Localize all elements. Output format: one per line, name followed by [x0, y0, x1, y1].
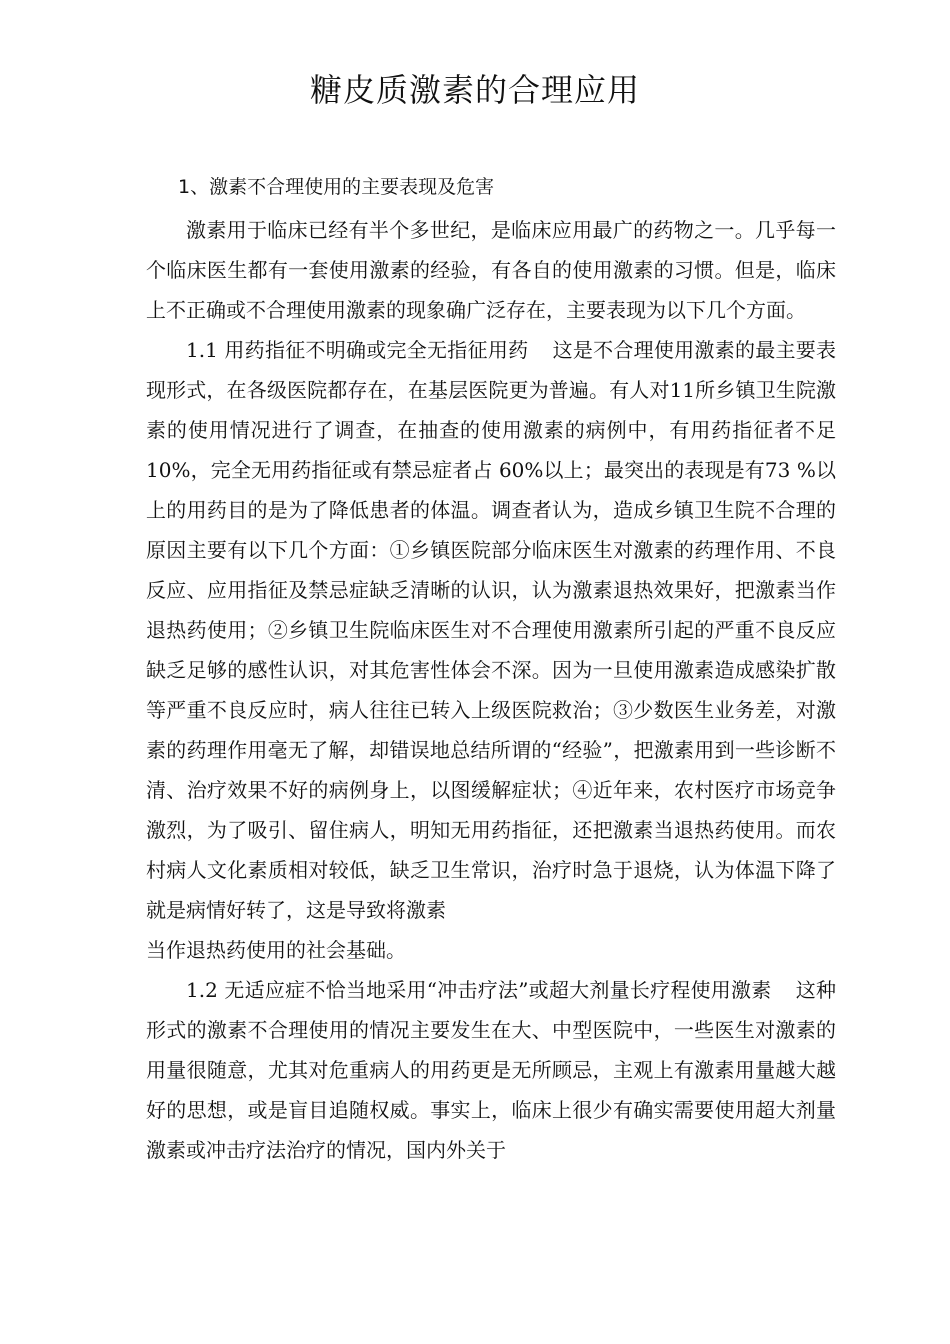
- subsection-1-2-paragraph: [146, 970, 836, 1170]
- intro-paragraph: 激素用于临床已经有半个多世纪，是临床应用最广的药物之一。几乎每一个临床医生都有一套使用激素的经验，有各自的使用激素的习惯。但是，临床上不正确或不合理使用激素的现象确广泛存在，主要表现为以下几个方面。: [146, 218, 836, 322]
- document-body: [146, 210, 836, 1170]
- document-title: 糖皮质激素的合理应用: [309, 71, 640, 109]
- subsection-1-1-text: 这是不合理使用激素的最主要表现形式，在各级医院都存在，在基层医院更为普遍。有人对11所乡镇卫生院激素的使用情况进行了调查，在抽查的使用激素的病例中，有用药指征者不足 10%，完全无用药指征或有禁忌症者占 60%以上；最突出的表现是有73 %以上的用药目的是为了降低患者的体温。调查者认为，造成乡镇卫生院不合理的原因主要有以下几个方面：①乡镇医院部分临床医生对激素的药理作用、不良反应、应用指征及禁忌症缺乏清晰的认识，认为激素退热效果好，把激素当作退热药使用；②乡镇卫生院临床医生对不合理使用激素所引起的严重不良反应缺乏足够的感性认识，对其危害性体会不深。因为一旦使用激素造成感染扩散等严重不良反应时，病人往往已转入上级医院救治；③少数医生业务差，对激素的药理作用毫无了解，却错误地总结所谓的“经验”，把激素用到一些诊断不清、治疗效果不好的病例身上，以图缓解症状；④近年来，农村医疗市场竞争激烈，为了吸引、留住病人，明知无用药指征，还把激素当退热药使用。而农村病人文化素质相对较低，缺乏卫生常识，治疗时急于退烧，认为体温下降了就是病情好转了，这是导致将激素: [146, 338, 836, 922]
- section-heading: 1、激素不合理使用的主要表现及危害: [178, 176, 495, 198]
- subsection-1-1-paragraph: [146, 330, 836, 930]
- subsection-1-1-tail-line: 当作退热药使用的社会基础。: [146, 938, 406, 962]
- subsection-1-2-heading: 1.2 无适应症不恰当地采用“冲击疗法”或超大剂量长疗程使用激素: [186, 978, 772, 1002]
- subsection-1-1-heading: 1.1 用药指征不明确或完全无指征用药: [186, 338, 529, 362]
- subsection-1-2-text: 这种形式的激素不合理使用的情况主要发生在大、中型医院中，一些医生对激素的用量很随意，尤其对危重病人的用药更是无所顾忌，主观上有激素用量越大越好的思想，或是盲目追随权威。事实上，临床上很少有确实需要使用超大剂量激素或冲击疗法治疗的情况，国内外关于: [146, 978, 836, 1162]
